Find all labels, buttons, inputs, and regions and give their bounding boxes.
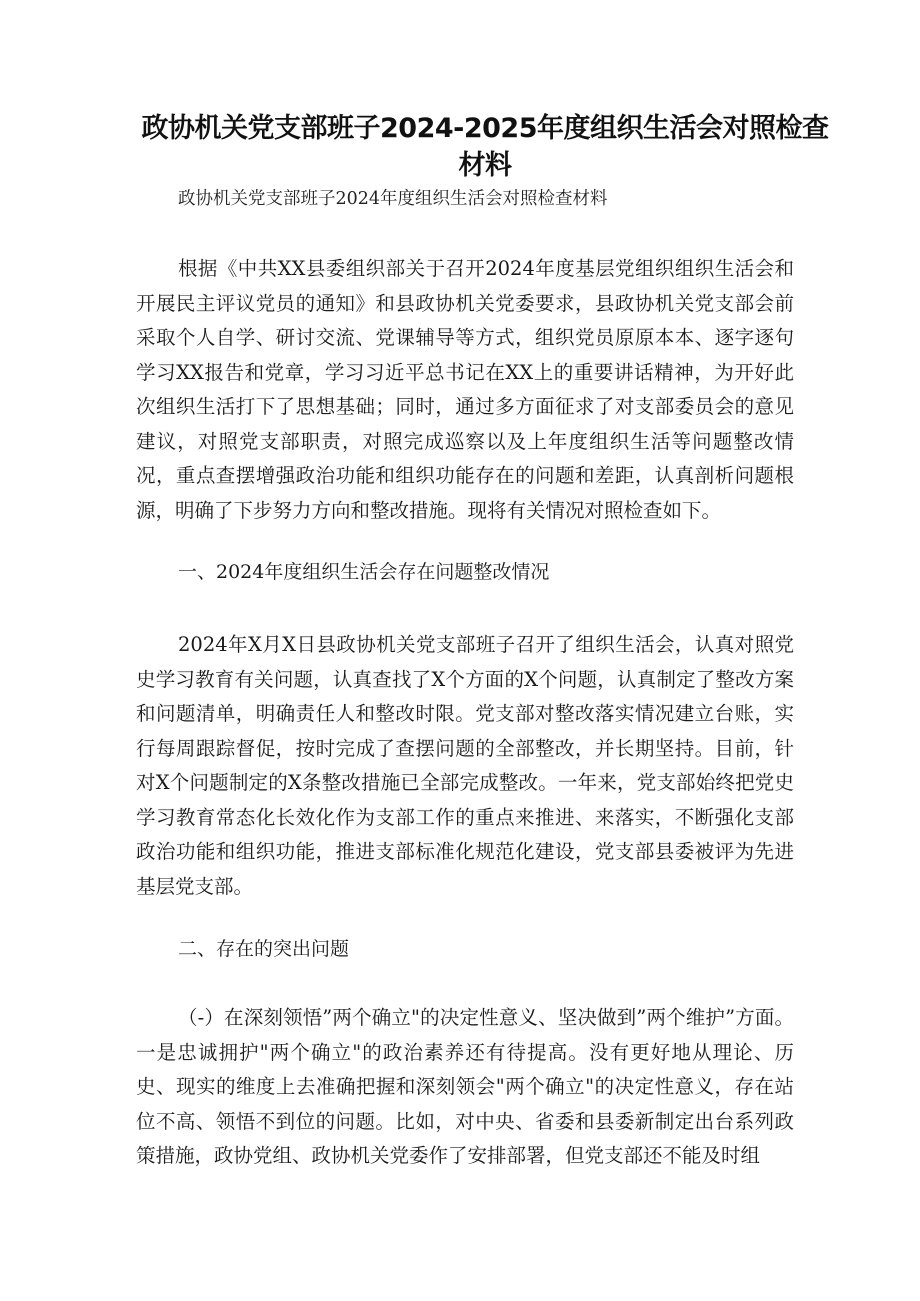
section-2-paragraph: （-）在深刻领悟”两个确立"的决定性意义、坚决做到”两个维护”方面。一是忠诚拥护"两个确立"的政治素养还有待提高。没有更好地从理论、历史、现实的维度上去准确把握和深刻领会"两个确立"的决定性意义，存在站位不高、领悟不到位的问题。比如，对中央、省委和县委新制定出台系列政策措施，政协党组、政协机关党委作了安排部署，但党支部还不能及时组 [136,1006,794,1167]
document-title: 政协机关党支部班子2024-2025年度组织生活会对照检查材料 [141,113,829,181]
document-subtitle: 政协机关党支部班子2024年度组织生活会对照检查材料 [178,189,608,209]
section-1-heading: 一、2024年度组织生活会存在问题整改情况 [178,561,550,583]
section-2-heading: 二、存在的突出问题 [178,938,350,960]
section-1-paragraph: 2024年X月X日县政协机关党支部班子召开了组织生活会，认真对照党史学习教育有关问题，认真查找了X个方面的X个问题，认真制定了整改方案和问题清单，明确责任人和整改时限。党支部对整改落实情况建立台账，实行每周跟踪督促，按时完成了查摆问题的全部整改，并长期坚持。目前，针对X个问题制定的X条整改措施已全部完成整改。一年来，党支部始终把党史学习教育常态化长效化作为支部工作的重点来推进、来落实，不断强化支部政治功能和组织功能，推进支部标准化规范化建设，党支部县委被评为先进基层党支部。 [136,633,794,898]
intro-paragraph: 根据《中共XX县委组织部关于召开2024年度基层党组织组织生活会和开展民主评议党员的通知》和县政协机关党委要求，县政协机关党支部会前采取个人自学、研讨交流、党课辅导等方式，组织党员原原本本、逐字逐句学习XX报告和党章，学习习近平总书记在XX上的重要讲话精神，为开好此次组织生活打下了思想基础；同时，通过多方面征求了对支部委员会的意见建议，对照党支部职责，对照完成巡察以及上年度组织生活等问题整改情况，重点查摆增强政治功能和组织功能存在的问题和差距，认真剖析问题根源，明确了下步努力方向和整改措施。现将有关情况对照检查如下。 [136,257,794,522]
